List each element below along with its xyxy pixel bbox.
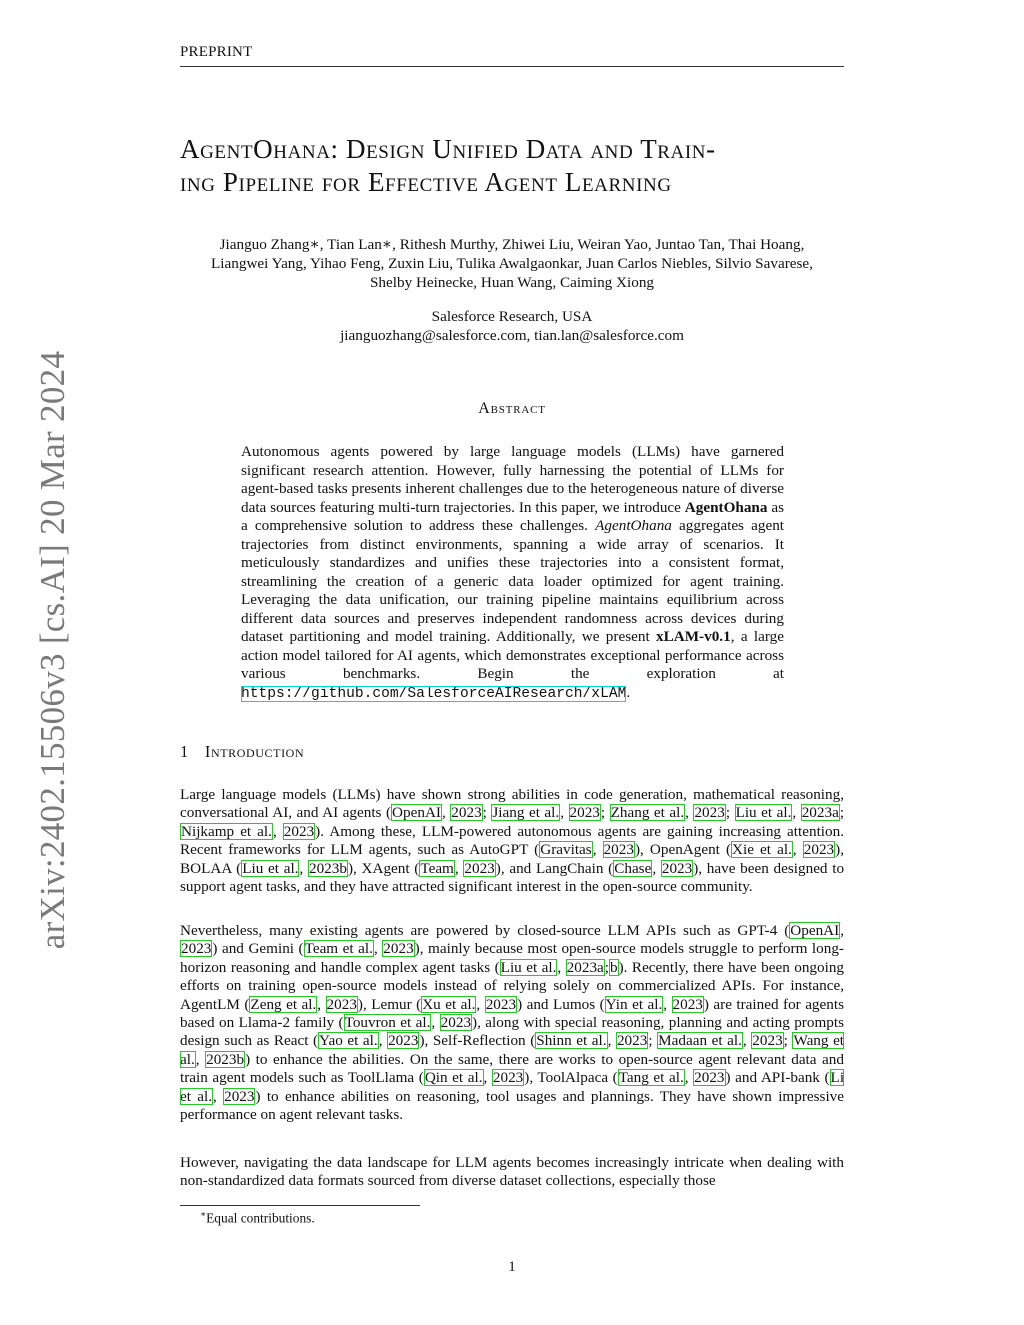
citation-link[interactable]: 2023 xyxy=(616,1032,648,1050)
text: , xyxy=(272,822,283,840)
text: , xyxy=(742,1032,752,1050)
citation-link[interactable]: 2023 xyxy=(224,1087,255,1105)
abstract-text: as a comprehensive solution to address these challenges. xyxy=(241,498,784,534)
author-line-1: Jianguo Zhang∗, Tian Lan∗, Rithesh Murthy, Zhiwei Liu, Weiran Yao, Juntao Tan, Thai Hoang, xyxy=(219,236,805,253)
text: ) to enhance abilities on reasoning, tool usages and plannings. They have shown impressive performance on agent relevant tasks. xyxy=(180,1087,844,1124)
text: , xyxy=(560,804,569,822)
citation-link[interactable]: 2023 xyxy=(603,841,634,859)
page-number: 1 xyxy=(508,1259,516,1275)
text: ), have been designed to support agent tasks, and they have attracted significant interest in the open-source community. xyxy=(180,859,845,896)
github-link[interactable]: https://github.com/SalesforceAIResearch/xLAM xyxy=(241,685,627,702)
text: ; xyxy=(725,804,735,822)
text: ), Self-Reflection ( xyxy=(419,1032,536,1050)
citation-link[interactable]: Madaan et al. xyxy=(658,1032,742,1050)
citation-link[interactable]: Zeng et al. xyxy=(250,995,317,1013)
citation-link[interactable]: 2023b xyxy=(308,859,347,877)
citation-link[interactable]: 2023 xyxy=(803,841,835,859)
citation-link[interactable]: Shinn et al. xyxy=(536,1032,607,1050)
abstract-italic-agentohana: AgentOhana xyxy=(595,517,672,534)
footnote-text: Equal contributions. xyxy=(206,1210,315,1226)
text: ), ToolAlpaca ( xyxy=(524,1069,618,1087)
text: ; xyxy=(648,1032,658,1050)
text: , xyxy=(373,940,383,958)
text: ) are trained for agents based on Llama-2 family ( xyxy=(180,995,844,1032)
abstract-text: Autonomous agents powered by large language models (LLMs) have garnered significant research attention. However, fully harnessing the potential of LLMs for agent-based tasks presents inherent challenges due to the heterogeneous nature of diverse data sources featuring multi-turn trajectories. In this paper, we introduce xyxy=(241,443,784,516)
footnote-mark: ∗ xyxy=(200,1209,207,1219)
intro-paragraph-3: However, navigating the data landscape for LLM agents becomes increasingly intricate when dealing with non-standardized data formats sourced from diverse dataset collections, especially those xyxy=(180,1154,844,1190)
text: ), BOLAA ( xyxy=(180,841,844,877)
citation-link[interactable]: b xyxy=(610,958,618,976)
citation-link[interactable]: OpenAI xyxy=(790,922,840,939)
citation-link[interactable]: 2023 xyxy=(181,940,212,958)
author-line-3: Shelby Heinecke, Huan Wang, Caiming Xiong xyxy=(369,274,655,291)
abstract-text: aggregates agent trajectories from distinct environments, spanning a wide array of scenarios. It meticulously standardizes and unifies these trajectories into a consistent format, streamlining the creation of a generic data loader optimized for agent training. Leveraging the data unification, our training pipeline maintains equilibrium across different data sources and preserves independent randomness across devices during dataset partitioning and model training. Additionally, we present xyxy=(241,517,785,645)
text: ; xyxy=(600,804,610,822)
intro-paragraph-1 xyxy=(180,786,844,896)
abstract-heading: Abstract xyxy=(478,400,546,417)
citation-link[interactable]: Wang et al. xyxy=(180,1032,845,1068)
text: ; xyxy=(839,804,845,822)
citation-link[interactable]: Gravitas xyxy=(540,841,592,859)
text: , xyxy=(195,1050,206,1068)
citation-link[interactable]: 2023 xyxy=(752,1032,783,1050)
text: , xyxy=(431,1014,440,1032)
text: ), Lemur ( xyxy=(357,995,422,1013)
text: , xyxy=(483,1069,492,1087)
text: , xyxy=(557,958,566,976)
text: ), OpenAgent ( xyxy=(634,841,732,859)
text: ) and Gemini ( xyxy=(212,940,304,958)
citation-link[interactable]: 2023 xyxy=(485,995,517,1013)
text: , xyxy=(592,841,603,859)
intro-paragraph-2 xyxy=(180,922,844,1124)
text: ), along with special reasoning, planning and acting prompts design such as React ( xyxy=(180,1014,844,1050)
text: ), XAgent ( xyxy=(347,859,420,877)
title-line-1: AgentOhana: Design Unified Data and Train- xyxy=(180,134,716,164)
section-heading xyxy=(180,742,304,762)
text: , xyxy=(607,1032,616,1050)
text: , xyxy=(685,804,694,822)
header-rule xyxy=(180,66,844,67)
text: ). Recently, there have been ongoing efforts on training open-source models instead of relying solely on commercialized APIs. For instance, AgentLM ( xyxy=(180,958,845,1013)
text: ; xyxy=(482,804,492,822)
citation-link[interactable]: Chase xyxy=(614,859,652,877)
text: Nevertheless, many existing agents are powered by closed-source LLM APIs such as GPT-4 ( xyxy=(180,922,790,939)
section-number: 1 xyxy=(180,742,189,761)
citation-link[interactable]: 2023 xyxy=(661,859,693,877)
text: , xyxy=(663,995,672,1013)
citation-link[interactable]: Liu et al. xyxy=(500,958,557,976)
abstract-body xyxy=(241,443,784,703)
citation-link[interactable]: Li et al. xyxy=(180,1069,845,1105)
title-line-2: ing Pipeline for Effective Agent Learning xyxy=(180,167,672,197)
text: ; xyxy=(783,1032,793,1050)
text: , xyxy=(441,804,451,822)
running-header: PREPRINT xyxy=(180,44,253,60)
text: , xyxy=(476,995,485,1013)
citation-link[interactable]: 2023 xyxy=(694,804,725,822)
citation-link[interactable]: Zhang et al. xyxy=(610,804,685,822)
text: ) and API-bank ( xyxy=(725,1069,830,1087)
citation-link[interactable]: 2023 xyxy=(464,859,495,877)
text: ), and LangChain ( xyxy=(495,859,614,877)
text: , xyxy=(299,859,308,877)
text: Large language models (LLMs) have shown strong abilities in code generation, mathematical reasoning, conversational AI, and AI agents ( xyxy=(180,786,844,822)
affiliation-emails: jianguozhang@salesforce.com, tian.lan@salesforce.com xyxy=(340,327,684,344)
citation-link[interactable]: Xie et al. xyxy=(732,841,792,859)
text: , xyxy=(840,922,844,939)
text: , xyxy=(317,995,326,1013)
paper-title xyxy=(180,133,844,199)
citation-link[interactable]: Liu et al. xyxy=(735,804,792,822)
abstract-bold-xlam: xLAM-v0.1 xyxy=(656,628,731,645)
citation-link[interactable]: 2023a xyxy=(566,958,604,976)
abstract-bold-agentohana: AgentOhana xyxy=(684,498,768,516)
text: ) to enhance the abilities. On the same, there are works to open-source agent relevant data and train agent models such as ToolLlama ( xyxy=(180,1050,844,1087)
citation-link[interactable]: 2023 xyxy=(283,822,315,840)
citation-link[interactable]: Liu et al. xyxy=(242,859,299,877)
affiliation-org: Salesforce Research, USA xyxy=(431,308,593,325)
section-title: Introduction xyxy=(204,742,305,761)
abstract-text: , a large action model tailored for AI agents, which demonstrates exceptional performance across various benchmarks. Begin the exploration at xyxy=(241,628,784,682)
citation-link[interactable]: 2023 xyxy=(388,1032,419,1050)
text: , xyxy=(454,859,464,877)
footnote xyxy=(200,1209,315,1226)
citation-link[interactable]: Nijkamp et al. xyxy=(181,822,272,840)
citation-link[interactable]: Team et al. xyxy=(304,940,373,958)
arxiv-side-stamp: arXiv:2402.15506v3 [cs.AI] 20 Mar 2024 xyxy=(33,350,72,950)
text: , xyxy=(684,1069,694,1087)
citation-link[interactable]: Qin et al. xyxy=(424,1069,483,1087)
citation-link[interactable]: 2023 xyxy=(672,995,703,1013)
citation-link[interactable]: Team xyxy=(420,859,454,877)
text: , xyxy=(652,859,661,877)
text: ) and Lumos ( xyxy=(517,995,605,1013)
citation-link[interactable]: Tang et al. xyxy=(618,1069,684,1087)
citation-link[interactable]: Xu et al. xyxy=(422,995,476,1013)
author-line-2: Liangwei Yang, Yihao Feng, Zuxin Liu, Tulika Awalgaonkar, Juan Carlos Niebles, Silvio Savarese, xyxy=(211,255,813,272)
citation-link[interactable]: 2023 xyxy=(440,1014,472,1032)
citation-link[interactable]: 2023 xyxy=(694,1069,725,1087)
citation-link[interactable]: Jiang et al. xyxy=(492,804,560,822)
citation-link[interactable]: 2023b xyxy=(206,1050,245,1068)
text: , xyxy=(792,841,803,859)
author-list xyxy=(180,235,844,292)
affiliation-block xyxy=(180,307,844,345)
text: ), mainly because most open-source models struggle to perform long-horizon reasoning and handle complex agent tasks ( xyxy=(180,940,844,976)
citation-link[interactable]: Touvron et al. xyxy=(344,1014,431,1032)
text: ). Among these, LLM-powered autonomous agents are gaining increasing attention. Recent frameworks for LLM agents, such as AutoGPT ( xyxy=(180,822,844,859)
text: , xyxy=(792,804,801,822)
text: ; xyxy=(604,958,610,976)
citation-link[interactable]: Yao et al. xyxy=(319,1032,378,1050)
citation-link[interactable]: 2023 xyxy=(326,995,357,1013)
citation-link[interactable]: 2023 xyxy=(383,940,414,958)
footnote-rule xyxy=(180,1205,420,1206)
citation-link[interactable]: 2023 xyxy=(569,804,600,822)
citation-link[interactable]: 2023 xyxy=(492,1069,524,1087)
text: , xyxy=(213,1087,224,1105)
citation-link[interactable]: OpenAI xyxy=(392,804,441,822)
abstract-text: . xyxy=(626,683,631,701)
citation-link[interactable]: 2023a xyxy=(801,804,839,822)
citation-link[interactable]: Yin et al. xyxy=(605,995,663,1013)
text: , xyxy=(378,1032,388,1050)
citation-link[interactable]: 2023 xyxy=(451,804,482,822)
